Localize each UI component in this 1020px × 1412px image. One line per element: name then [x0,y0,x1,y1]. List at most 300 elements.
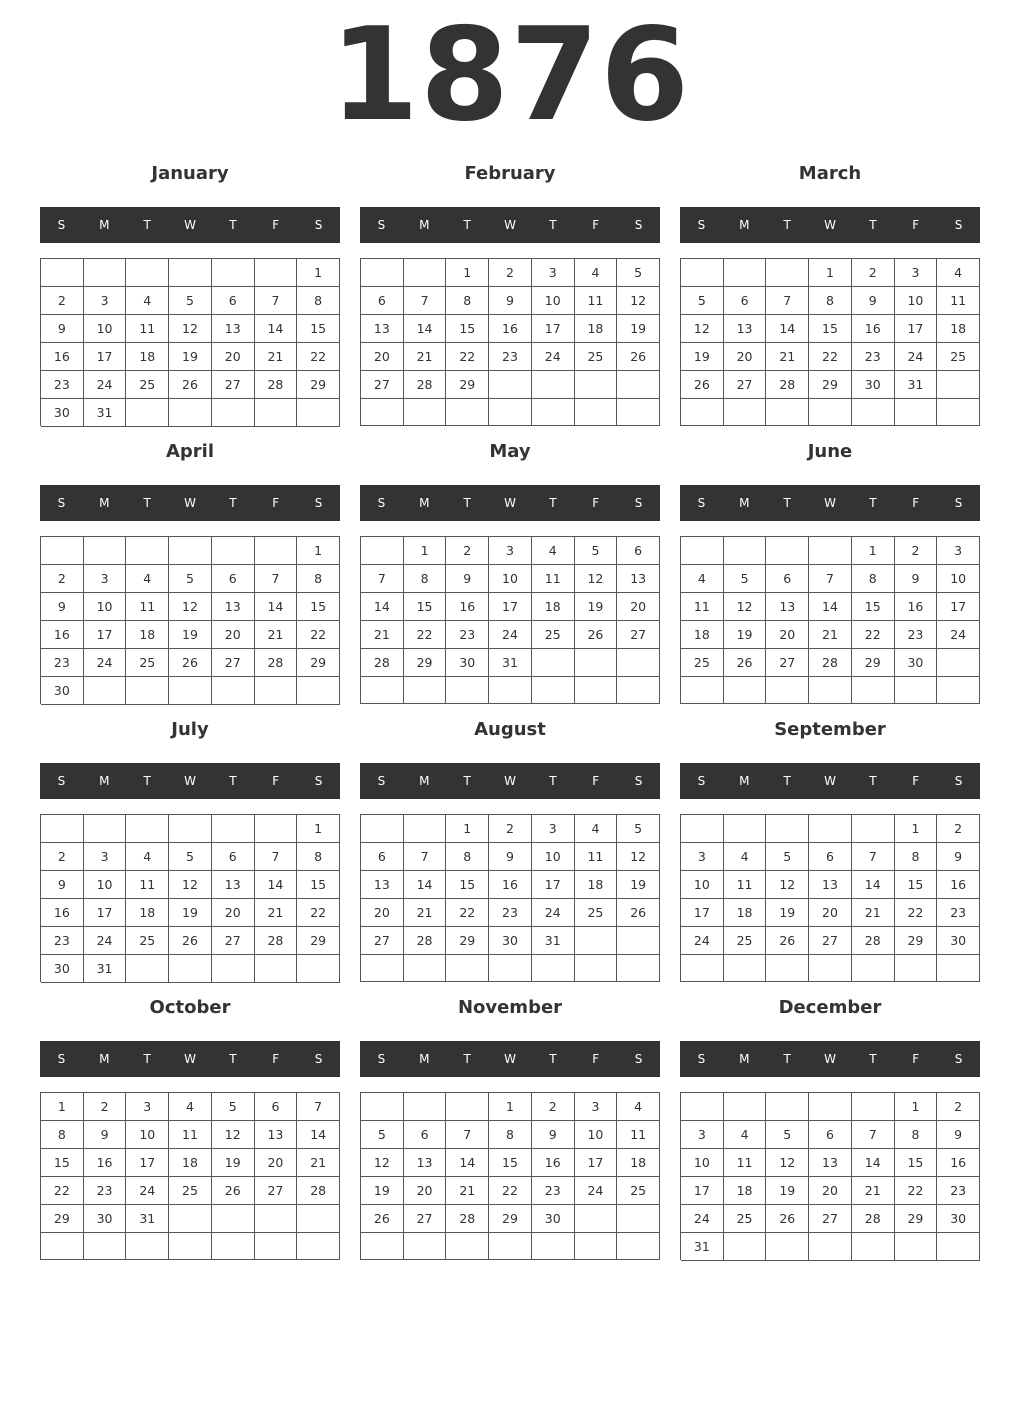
empty-day-cell [489,677,532,704]
day-cell: 21 [255,343,298,371]
day-cell: 28 [255,927,298,955]
day-cell: 11 [724,871,767,899]
empty-day-cell [681,399,724,426]
empty-day-cell [404,399,447,426]
day-grid [680,536,980,704]
day-cell: 10 [489,565,532,593]
day-cell: 22 [446,343,489,371]
day-cell: 11 [126,593,169,621]
weekday-label: T [229,496,237,510]
day-cell: 1 [404,537,447,565]
day-cell: 22 [852,621,895,649]
day-cell: 14 [404,871,447,899]
empty-day-cell [404,955,447,982]
day-cell: 19 [681,343,724,371]
empty-day-cell [852,399,895,426]
empty-day-cell [809,399,852,426]
day-cell: 16 [937,1149,980,1177]
empty-day-cell [766,1233,809,1261]
empty-day-cell [212,399,255,427]
day-cell: 12 [212,1121,255,1149]
day-cell: 18 [126,899,169,927]
empty-day-cell [41,815,84,843]
day-cell: 22 [297,899,340,927]
day-cell: 2 [489,815,532,843]
day-cell: 3 [84,843,127,871]
day-cell: 23 [41,649,84,677]
day-cell: 6 [361,287,404,315]
day-cell: 23 [852,343,895,371]
weekday-label: F [912,774,920,788]
empty-day-cell [937,371,980,399]
empty-day-cell [255,1205,298,1233]
day-cell: 6 [212,287,255,315]
weekday-label: W [504,496,516,510]
day-cell: 7 [852,843,895,871]
day-cell: 5 [361,1121,404,1149]
day-cell: 30 [937,1205,980,1233]
day-cell: 9 [532,1121,575,1149]
day-cell: 11 [126,315,169,343]
empty-day-cell [404,815,447,843]
weekday-label: S [377,218,386,232]
empty-day-cell [126,399,169,427]
empty-day-cell [126,259,169,287]
empty-day-cell [532,371,575,399]
weekday-label: S [314,218,323,232]
day-cell: 7 [809,565,852,593]
day-grid [40,814,340,982]
day-cell: 25 [937,343,980,371]
weekday-label: W [824,774,836,788]
weekday-label: T [783,774,791,788]
empty-day-cell [937,955,980,982]
day-cell: 3 [681,1121,724,1149]
month-name: December [778,997,882,1018]
empty-day-cell [212,815,255,843]
empty-day-cell [809,955,852,982]
weekday-label: M [99,218,110,232]
day-cell: 22 [809,343,852,371]
day-cell: 23 [41,371,84,399]
day-cell: 25 [532,621,575,649]
day-cell: 28 [766,371,809,399]
weekday-header [360,207,660,243]
day-cell: 30 [895,649,938,677]
day-cell: 19 [212,1149,255,1177]
day-cell: 9 [84,1121,127,1149]
empty-day-cell [255,399,298,427]
empty-day-cell [617,399,660,426]
weekday-label: F [912,218,920,232]
empty-day-cell [617,927,660,955]
day-cell: 29 [489,1205,532,1233]
empty-day-cell [681,1093,724,1121]
weekday-label: T [869,1052,877,1066]
empty-day-cell [84,259,127,287]
day-cell: 7 [361,565,404,593]
day-cell: 11 [126,871,169,899]
day-cell: 15 [809,315,852,343]
empty-day-cell [766,955,809,982]
day-cell: 1 [895,815,938,843]
day-cell: 12 [724,593,767,621]
empty-day-cell [937,649,980,677]
day-cell: 10 [937,565,980,593]
day-cell: 16 [446,593,489,621]
day-cell: 25 [126,371,169,399]
day-cell: 8 [297,565,340,593]
weekday-header [360,485,660,521]
day-cell: 30 [41,955,84,983]
day-cell: 3 [84,565,127,593]
day-cell: 28 [852,927,895,955]
day-cell: 14 [852,871,895,899]
day-cell: 15 [489,1149,532,1177]
day-cell: 25 [724,1205,767,1233]
day-cell: 31 [84,399,127,427]
day-cell: 31 [532,927,575,955]
day-cell: 18 [575,871,618,899]
day-cell: 16 [852,315,895,343]
weekday-label: M [739,774,750,788]
day-cell: 3 [532,259,575,287]
empty-day-cell [41,1233,84,1260]
day-cell: 23 [895,621,938,649]
day-cell: 11 [724,1149,767,1177]
day-cell: 5 [617,815,660,843]
day-cell: 21 [404,343,447,371]
day-cell: 31 [489,649,532,677]
empty-day-cell [84,677,127,705]
day-cell: 29 [809,371,852,399]
empty-day-cell [724,955,767,982]
day-cell: 29 [297,649,340,677]
weekday-header [40,763,340,799]
day-cell: 18 [126,621,169,649]
empty-day-cell [41,537,84,565]
day-cell: 4 [575,259,618,287]
day-cell: 13 [766,593,809,621]
day-cell: 24 [489,621,532,649]
day-cell: 27 [255,1177,298,1205]
day-cell: 15 [297,593,340,621]
day-cell: 26 [617,343,660,371]
empty-day-cell [532,955,575,982]
empty-day-cell [809,1233,852,1261]
day-cell: 1 [489,1093,532,1121]
day-cell: 7 [446,1121,489,1149]
weekday-label: T [229,218,237,232]
empty-day-cell [212,537,255,565]
empty-day-cell [617,1233,660,1260]
empty-day-cell [617,371,660,399]
day-cell: 17 [895,315,938,343]
day-cell: 29 [446,371,489,399]
empty-day-cell [895,677,938,704]
day-cell: 14 [446,1149,489,1177]
weekday-header [40,1041,340,1077]
day-cell: 29 [297,371,340,399]
day-cell: 17 [937,593,980,621]
empty-day-cell [361,815,404,843]
day-cell: 6 [617,537,660,565]
day-cell: 11 [617,1121,660,1149]
day-cell: 19 [575,593,618,621]
day-cell: 4 [575,815,618,843]
weekday-label: M [739,496,750,510]
day-cell: 17 [84,343,127,371]
day-cell: 15 [895,1149,938,1177]
month-name: October [149,997,231,1018]
day-cell: 29 [404,649,447,677]
day-cell: 23 [489,899,532,927]
day-cell: 12 [575,565,618,593]
month-name: March [798,163,862,184]
day-cell: 9 [489,843,532,871]
day-cell: 29 [895,1205,938,1233]
day-cell: 8 [297,843,340,871]
day-cell: 8 [852,565,895,593]
empty-day-cell [126,955,169,983]
day-cell: 6 [809,1121,852,1149]
month-name: September [774,719,886,740]
empty-day-cell [809,815,852,843]
day-cell: 28 [809,649,852,677]
day-cell: 21 [809,621,852,649]
day-cell: 3 [681,843,724,871]
empty-day-cell [575,371,618,399]
day-cell: 12 [766,871,809,899]
day-cell: 20 [361,343,404,371]
day-cell: 13 [809,1149,852,1177]
weekday-label: S [697,1052,706,1066]
day-cell: 11 [532,565,575,593]
day-cell: 27 [809,927,852,955]
day-cell: 31 [895,371,938,399]
day-cell: 5 [212,1093,255,1121]
day-cell: 14 [809,593,852,621]
day-cell: 25 [617,1177,660,1205]
day-cell: 26 [169,371,212,399]
day-cell: 9 [489,287,532,315]
empty-day-cell [404,677,447,704]
empty-day-cell [766,677,809,704]
day-cell: 3 [126,1093,169,1121]
day-cell: 19 [169,343,212,371]
day-cell: 1 [297,259,340,287]
day-cell: 30 [852,371,895,399]
day-cell: 10 [84,593,127,621]
day-cell: 2 [446,537,489,565]
weekday-label: S [314,774,323,788]
day-cell: 6 [724,287,767,315]
day-cell: 12 [681,315,724,343]
weekday-label: S [377,1052,386,1066]
day-cell: 16 [84,1149,127,1177]
day-cell: 16 [41,899,84,927]
weekday-label: F [912,1052,920,1066]
day-cell: 4 [532,537,575,565]
day-cell: 10 [126,1121,169,1149]
day-cell: 2 [937,1093,980,1121]
day-cell: 9 [937,843,980,871]
day-cell: 25 [724,927,767,955]
day-cell: 19 [169,899,212,927]
weekday-label: S [57,218,66,232]
weekday-label: S [634,774,643,788]
empty-day-cell [617,677,660,704]
day-cell: 4 [724,1121,767,1149]
empty-day-cell [937,1233,980,1261]
day-cell: 14 [766,315,809,343]
day-cell: 16 [41,621,84,649]
day-cell: 5 [169,565,212,593]
day-cell: 2 [41,565,84,593]
day-cell: 15 [297,315,340,343]
empty-day-cell [852,1093,895,1121]
day-cell: 1 [852,537,895,565]
day-cell: 19 [766,1177,809,1205]
day-cell: 21 [404,899,447,927]
day-cell: 26 [766,1205,809,1233]
day-cell: 24 [532,343,575,371]
day-cell: 24 [84,371,127,399]
day-cell: 13 [404,1149,447,1177]
day-cell: 1 [895,1093,938,1121]
day-cell: 13 [212,871,255,899]
day-cell: 16 [489,315,532,343]
empty-day-cell [361,1093,404,1121]
day-cell: 12 [169,593,212,621]
weekday-label: W [504,218,516,232]
empty-day-cell [169,955,212,983]
day-cell: 14 [404,315,447,343]
day-cell: 4 [617,1093,660,1121]
weekday-label: M [419,218,430,232]
day-cell: 22 [297,343,340,371]
weekday-label: S [377,496,386,510]
weekday-label: S [697,496,706,510]
empty-day-cell [575,399,618,426]
day-cell: 14 [297,1121,340,1149]
day-cell: 3 [532,815,575,843]
day-cell: 18 [724,1177,767,1205]
day-cell: 17 [532,315,575,343]
empty-day-cell [895,399,938,426]
empty-day-cell [617,1205,660,1233]
day-cell: 15 [446,315,489,343]
day-cell: 14 [361,593,404,621]
weekday-label: S [954,218,963,232]
weekday-label: F [912,496,920,510]
day-cell: 18 [724,899,767,927]
day-cell: 28 [446,1205,489,1233]
day-cell: 9 [895,565,938,593]
empty-day-cell [532,1233,575,1260]
weekday-label: T [143,1052,151,1066]
empty-day-cell [361,399,404,426]
day-cell: 19 [617,315,660,343]
day-cell: 8 [489,1121,532,1149]
day-cell: 31 [681,1233,724,1261]
empty-day-cell [575,955,618,982]
day-cell: 20 [212,343,255,371]
day-cell: 13 [724,315,767,343]
day-cell: 18 [126,343,169,371]
day-cell: 12 [617,843,660,871]
day-cell: 18 [575,315,618,343]
empty-day-cell [446,1233,489,1260]
weekday-label: W [184,1052,196,1066]
empty-day-cell [297,955,340,983]
day-cell: 8 [895,1121,938,1149]
day-cell: 7 [297,1093,340,1121]
day-cell: 12 [361,1149,404,1177]
day-cell: 4 [681,565,724,593]
day-cell: 10 [532,843,575,871]
day-cell: 28 [297,1177,340,1205]
day-cell: 7 [255,287,298,315]
day-cell: 19 [724,621,767,649]
day-cell: 23 [937,1177,980,1205]
day-cell: 9 [446,565,489,593]
day-cell: 22 [489,1177,532,1205]
weekday-label: T [463,496,471,510]
day-cell: 7 [766,287,809,315]
empty-day-cell [724,677,767,704]
day-cell: 24 [895,343,938,371]
empty-day-cell [169,537,212,565]
day-cell: 17 [575,1149,618,1177]
month-name: February [464,163,556,184]
day-cell: 19 [766,899,809,927]
empty-day-cell [766,537,809,565]
empty-day-cell [809,537,852,565]
day-grid [680,258,980,426]
day-cell: 24 [681,927,724,955]
day-cell: 27 [809,1205,852,1233]
day-cell: 23 [937,899,980,927]
weekday-label: F [272,496,280,510]
empty-day-cell [297,399,340,427]
day-cell: 13 [617,565,660,593]
weekday-label: M [99,774,110,788]
weekday-label: W [824,496,836,510]
day-cell: 15 [895,871,938,899]
day-cell: 13 [212,315,255,343]
empty-day-cell [489,371,532,399]
day-cell: 6 [212,565,255,593]
day-grid [40,258,340,426]
day-cell: 7 [852,1121,895,1149]
weekday-label: M [739,218,750,232]
weekday-label: M [99,496,110,510]
day-cell: 5 [617,259,660,287]
day-cell: 9 [41,871,84,899]
day-grid [360,814,660,982]
month-name: June [807,441,853,462]
weekday-header [360,1041,660,1077]
day-cell: 1 [446,259,489,287]
empty-day-cell [255,1233,298,1260]
day-cell: 20 [255,1149,298,1177]
empty-day-cell [361,259,404,287]
empty-day-cell [575,649,618,677]
day-cell: 30 [84,1205,127,1233]
weekday-label: T [143,218,151,232]
day-cell: 30 [446,649,489,677]
